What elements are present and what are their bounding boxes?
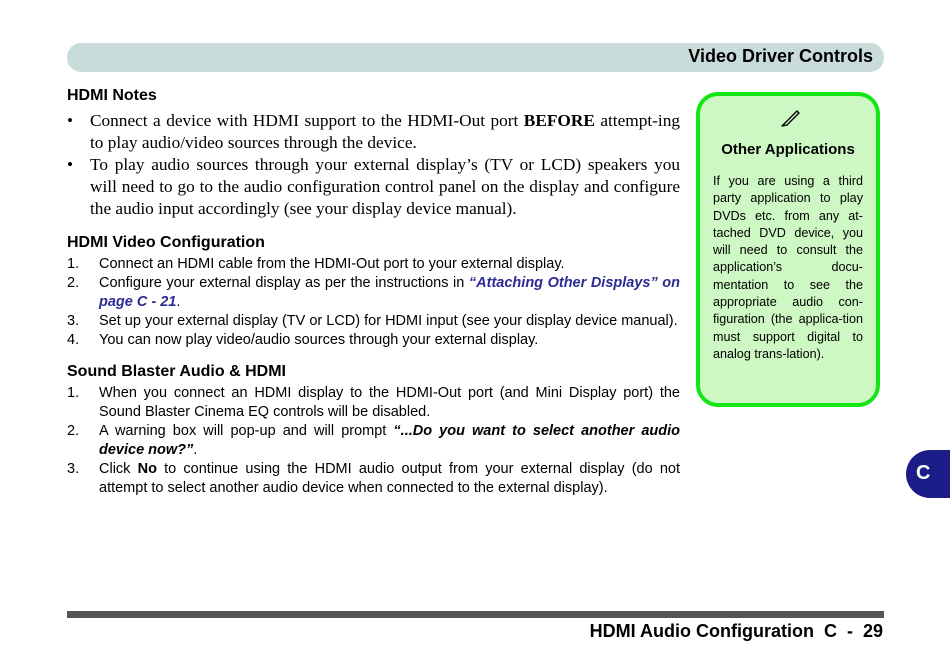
other-applications-callout [696,92,880,407]
item-number: 2. [67,275,80,291]
prompt-text: “...Do you want to select another audio device now?” [99,423,681,458]
item-text: Set up your external display (TV or LCD) for HDMI input (see your display device manual). [99,313,678,329]
header-title: Video Driver Controls [688,46,873,66]
item-text: When you connect an HDMI display to the HDMI-Out port (and Mini Display port) the Sound Blaster Cinema EQ controls will be disabled. [99,385,680,420]
callout-title: Other Applications [721,141,855,158]
list-item [67,274,680,312]
list-item [67,422,680,460]
item-text: . [193,442,198,458]
item-number: 2. [67,423,80,439]
note-text: Connect a device with HDMI support to the HDMI-Out port [90,111,524,130]
item-text: You can now play video/audio sources through your external display. [99,332,539,348]
video-config-section [67,233,680,350]
list-item [67,384,680,422]
note-text: To play audio sources through your external display’s (TV or LCD) speakers you will need to go to the audio configuration control panel on the display and configure the audio input accordingly (see your display device manual). [90,155,680,218]
item-text: . [176,294,181,310]
note-bold: BEFORE [523,111,595,130]
item-number: 1. [67,385,80,401]
sound-blaster-list [67,384,680,498]
item-text: A warning box will pop-up and will prompt [99,423,394,439]
sound-blaster-section [67,362,680,498]
list-item [67,154,680,220]
note-text: attempt-ing to play audio/video sources through the device. [90,111,680,152]
video-config-list [67,255,680,350]
no-label: No [137,461,157,477]
hdmi-notes-heading: HDMI Notes [67,87,157,104]
bullet: • [67,111,74,130]
footer-rule [67,611,884,618]
list-item [67,255,680,274]
item-text: Click [99,461,138,477]
main-content [67,86,680,498]
footer [590,620,883,642]
video-config-heading: HDMI Video Configuration [67,234,265,251]
sound-blaster-heading: Sound Blaster Audio & HDMI [67,363,286,380]
list-item [67,110,680,154]
hdmi-notes-list [67,110,680,220]
callout-text: If you are using a third party application to play DVDs etc. from any at-tached DVD device, you will need to consult the application’s docu-mentation to see the appropriate audio con-figuration (the applica-tion must support digital to analog trans-lation). [713,174,863,361]
list-item [67,331,680,350]
item-text: to continue using the HDMI audio output from your external display (do not attempt to select another audio device when connected to the external display). [99,461,680,496]
item-number: 1. [67,256,80,272]
footer-title: HDMI Audio Configuration [589,621,814,641]
item-number: 4. [67,332,80,348]
chapter-tab-letter: C [916,462,931,484]
hdmi-notes-section [67,86,680,220]
list-item [67,460,680,498]
chapter-tab [906,450,950,498]
cross-reference-link[interactable]: “Attaching Other Displays” on page C - 21 [99,275,680,310]
bullet: • [67,155,74,174]
item-text: Configure your external display as per the instructions in [99,275,469,291]
item-text: Connect an HDMI cable from the HDMI-Out port to your external display. [99,256,565,272]
page-number: C - 29 [823,621,883,641]
item-number: 3. [67,461,80,477]
list-item [67,312,680,331]
item-number: 3. [67,313,80,329]
pen-icon [778,106,802,130]
